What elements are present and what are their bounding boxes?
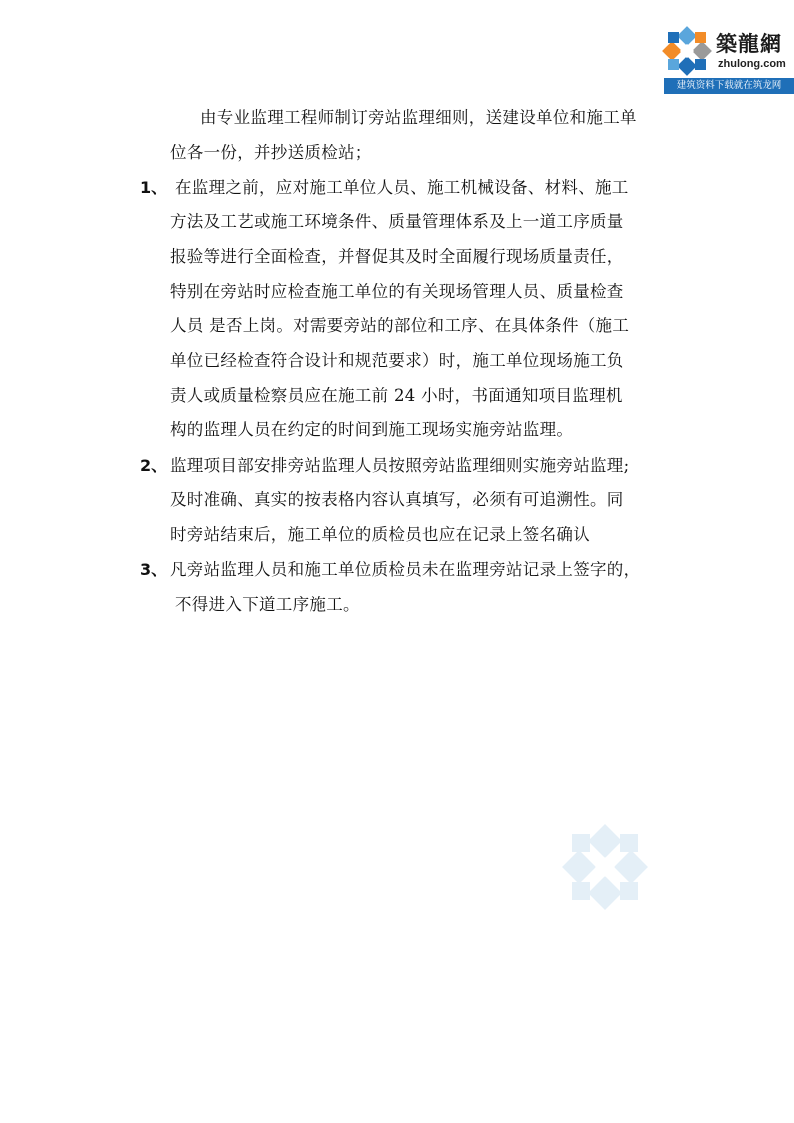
zhulong-logo [660,22,794,96]
item-2-line: 时旁站结束后，施工单位的质检员也应在记录上签名确认 [170,525,590,544]
item-1-line: 人员 是否上岗。对需要旁站的部位和工序、在具体条件（施工 [170,316,630,335]
item-number: 2、 [140,456,168,475]
intro-line: 位各一份，并抄送质检站； [170,143,372,162]
item-3-line: 凡旁站监理人员和施工单位质检员未在监理旁站记录上签字的， [170,560,641,579]
item-2-line: 及时准确、真实的按表格内容认真填写，必须有可追溯性。同 [170,490,624,509]
item-3-line: 不得进入下道工序施工。 [175,595,360,614]
zhulong-flower-icon [662,26,712,76]
item-1-line: 构的监理人员在约定的时间到施工现场实施旁站监理。 [170,420,574,439]
item-1-line: 方法及工艺或施工环境条件、质量管理体系及上一道工序质量 [170,212,624,231]
item-1-line: 在监理之前，应对施工单位人员、施工机械设备、材料、施工 [175,178,629,197]
item-number: 3、 [140,560,168,579]
zhulong-flower-watermark-icon [560,822,650,912]
item-1-line: 单位已经检查符合设计和规范要求）时，施工单位现场施工负 [170,351,624,370]
brand-name-en: zhulong.com [718,58,786,70]
item-2-line: 监理项目部安排旁站监理人员按照旁站监理细则实施旁站监理; [170,456,630,475]
item-1-line: 责人或质量检察员应在施工前 24 小时，书面通知项目监理机 [170,386,623,405]
item-number: 1、 [140,178,168,197]
item-1-line: 特别在旁站时应检查施工单位的有关现场管理人员、质量检查 [170,282,624,301]
intro-line: 由专业监理工程师制订旁站监理细则，送建设单位和施工单 [200,108,637,127]
brand-name-cn: 築龍網 [716,31,782,56]
brand-slogan: 建筑资料下载就在筑龙网 [664,78,794,94]
item-1-line: 报验等进行全面检查，并督促其及时全面履行现场质量责任， [170,247,624,266]
